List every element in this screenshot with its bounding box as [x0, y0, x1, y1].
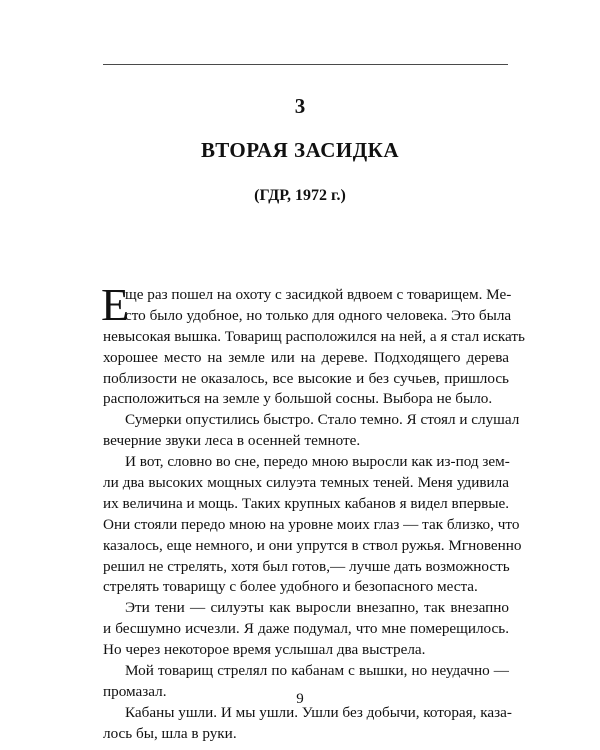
text-line: решил не стрелять, хотя был готов,— лучше дать возможность [103, 557, 510, 575]
text-line: И вот, словно во сне, передо мною выросли как из-под зем- [125, 453, 510, 471]
text-line: поблизости не оказалось, все высокие и без сучьев, пришлось [103, 369, 509, 387]
text-line: и бесшумно исчезли. Я даже подумал, что мне померещилось. [103, 620, 509, 638]
text-line: ще раз пошел на охоту с засидкой вдвоем с товарищем. Ме- [125, 286, 512, 303]
chapter-number: 3 [294, 94, 306, 118]
text-line: ли два высоких мощных силуэта темных теней. Меня удивила [103, 474, 509, 492]
chapter-title: ВТОРАЯ ЗАСИДКА [200, 138, 400, 162]
text-line: сто было удобное, но только для одного человека. Это была [125, 306, 512, 324]
text-line: Мой товарищ стрелял по кабанам с вышки, но неудачно — [125, 662, 509, 680]
drop-cap: Е [101, 279, 130, 330]
text-line: хорошее место на земле или на дереве. Подходящего дерева [103, 348, 509, 366]
text-line: невысокая вышка. Товарищ расположился на ней, а я стал искать [103, 327, 525, 345]
text-line: Кабаны ушли. И мы ушли. Ушли без добычи, которая, каза- [125, 703, 512, 721]
header-rule [103, 64, 508, 65]
text-line: Они стояли передо мною на уровне моих глаз — так близко, что [103, 515, 520, 533]
text-line: расположиться на земле у большой сосны. Выбора не было. [103, 390, 493, 408]
text-line: Но через некоторое время услышал два выстрела. [103, 641, 426, 659]
text-line: Эти тени — силуэты как выросли внезапно, так внезапно [125, 599, 509, 617]
page-number: 9 [296, 691, 304, 707]
text-line: их величина и мощь. Таких крупных кабанов я видел впервые. [103, 494, 510, 512]
text-line: вечерние звуки леса в осенней темноте. [103, 432, 361, 450]
text-line: промазал. [103, 682, 167, 700]
chapter-body-text [101, 279, 525, 745]
text-line: лось бы, шла в руки. [103, 724, 237, 742]
text-line: казалось, еще немного, и они упрутся в ствол ружья. Мгновенно [103, 536, 522, 554]
chapter-subtitle: (ГДР, 1972 г.) [254, 187, 346, 204]
text-line: стрелять товарищу с более удобного и безопасного места. [103, 578, 478, 596]
text-line: Сумерки опустились быстро. Стало темно. Я стоял и слушал [125, 411, 520, 429]
